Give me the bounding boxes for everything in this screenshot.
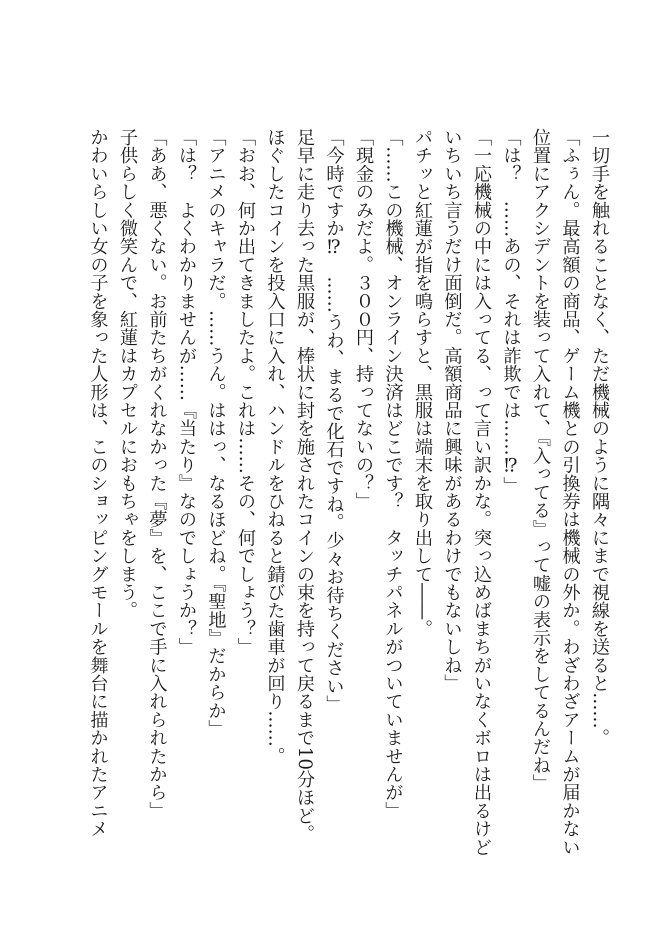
text-line: 「ああ、悪くない。お前たちがくれなかった『夢』を、ここで手に入れられたから」: [146, 128, 168, 820]
text-line: 「現金のみだよ。３００円、持ってないの？」: [353, 128, 374, 511]
text-line: 「……この機械、オンライン決済はどこです？ タッチパネルがついていませんが」: [382, 128, 404, 820]
text-line: 「は？ よくわかりませんが……『当たり』なのでしょうか？」: [176, 128, 197, 656]
text-line: 一切手を触れることなく、ただ機械のように隅々にまで視線を送ると……。: [589, 128, 610, 747]
text-line: 「一応機械の中には入ってる、って言い訳かな。突っ込めばまちがいなくボロは出るけど: [471, 128, 492, 856]
text-line: かわいらしい女の子を象った人形は、このショッピングモールを舞台に描かれたアニメ: [87, 128, 109, 838]
text-line: パチッと紅蓮が指を鳴らすと、黒服は端末を取り出して――。: [412, 128, 433, 638]
text-line: 子供らしく微笑んで、紅蓮はカプセルにおもちゃをしまう。: [117, 128, 138, 620]
text-line: 「ふぅん。最高額の商品、ゲーム機との引換券は機械の外か。わざわざアームが届かない: [559, 128, 581, 856]
text-line: 「今時ですか⁉ ……うわ、まるで化石ですね。少々お待ちください」: [323, 128, 345, 714]
vertical-text-body: [34, 128, 614, 856]
text-line: 「おお、何か出てきましたよ。これは……その、何でしょう？」: [235, 128, 256, 656]
text-line: ほぐしたコインを投入口に入れ、ハンドルをひねると錆びた歯車が回り……。: [264, 128, 286, 765]
text-line: いちいち言うだけ面倒だ。高額商品に興味があるわけでもないしね」: [441, 128, 463, 693]
text-line: 「は？ ……あの、それは詐欺では……⁉」: [500, 128, 522, 495]
text-line: 「アニメのキャラだ。……うん。ははっ、なるほどね。『聖地』だからか」: [205, 128, 227, 738]
text-line: 位置にアクシデントを装って入れて、『入ってる』って嘘の表示をしてるんだね」: [530, 128, 551, 793]
text-line: 足早に走り去った黒服が、棒状に封を施されたコインの束を持って戻るまで10分ほど。: [294, 128, 315, 843]
